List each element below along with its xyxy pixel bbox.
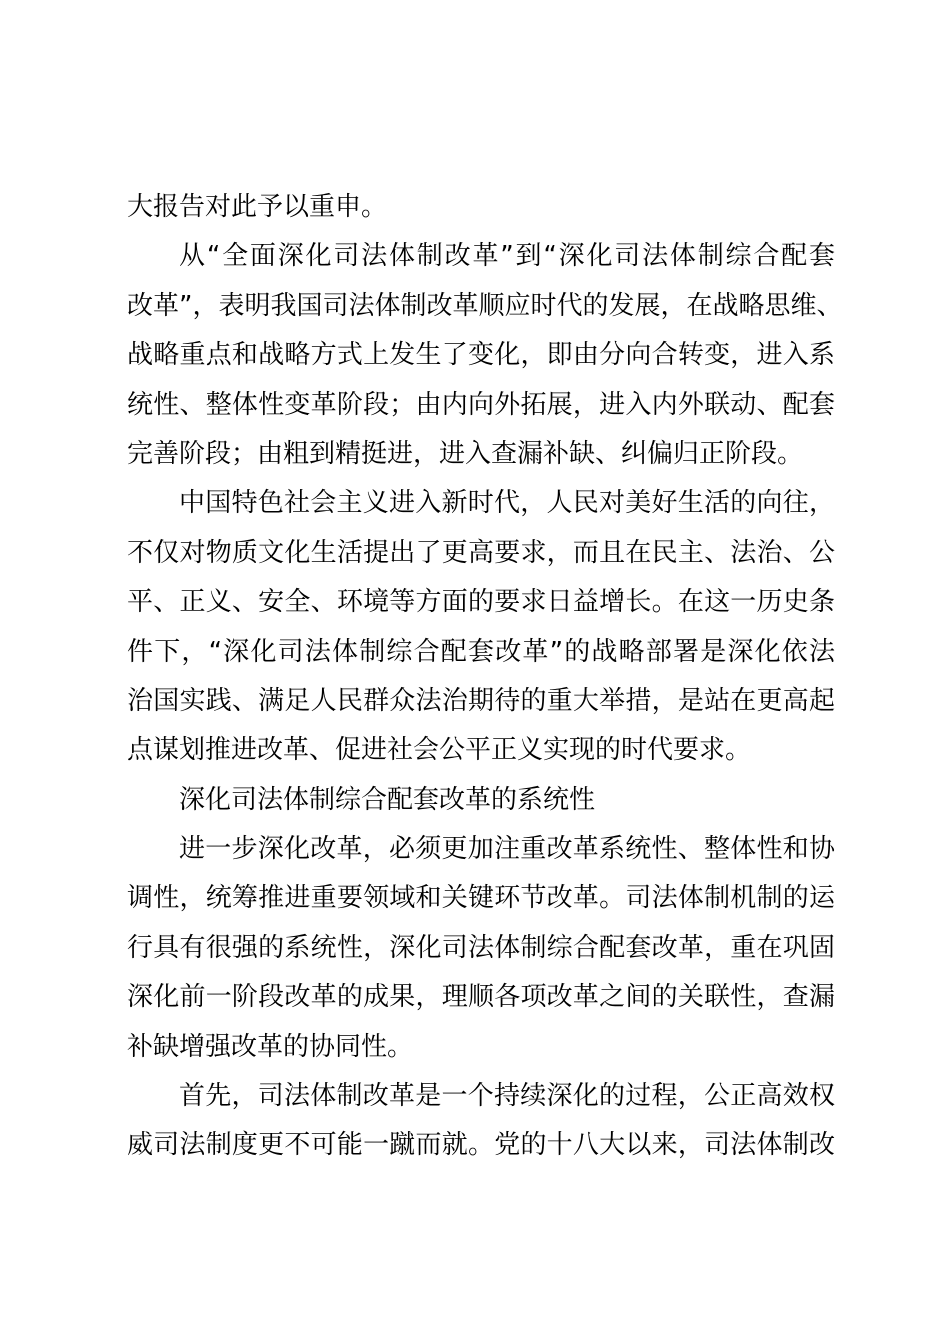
text-line: 进一步深化改革，必须更加注重改革系统性、整体性和协: [179, 834, 835, 865]
text-line: 统性、整体性变革阶段；由内向外拓展，进入内外联动、配套: [127, 389, 835, 420]
text-line: 战略重点和战略方式上发生了变化，即由分向合转变，进入系: [127, 340, 835, 371]
text-line: 行具有很强的系统性，深化司法体制综合配套改革，重在巩固: [127, 932, 835, 963]
text-line: 件下，“深化司法体制综合配套改革”的战略部署是深化依法: [127, 636, 835, 667]
text-line: 深化司法体制综合配套改革的系统性: [179, 784, 596, 815]
text-line: 威司法制度更不可能一蹴而就。党的十八大以来，司法体制改: [127, 1130, 835, 1161]
text-line: 改革”，表明我国司法体制改革顺应时代的发展，在战略思维、: [127, 290, 843, 321]
text-line: 完善阶段；由粗到精挺进，进入查漏补缺、纠偏归正阶段。: [127, 438, 804, 469]
text-line: 中国特色社会主义进入新时代，人民对美好生活的向往，: [179, 488, 835, 519]
text-line: 不仅对物质文化生活提出了更高要求，而且在民主、法治、公: [127, 537, 835, 568]
text-line: 大报告对此予以重申。: [127, 192, 388, 222]
text-line: 调性，统筹推进重要领域和关键环节改革。司法体制机制的运: [127, 883, 835, 914]
text-line: 治国实践、满足人民群众法治期待的重大举措，是站在更高起: [127, 685, 835, 716]
text-line: 点谋划推进改革、促进社会公平正义实现的时代要求。: [127, 735, 752, 766]
text-line: 深化前一阶段改革的成果，理顺各项改革之间的关联性，查漏: [127, 982, 835, 1013]
text-line: 平、正义、安全、环境等方面的要求日益增长。在这一历史条: [127, 587, 835, 618]
text-line: 补缺增强改革的协同性。: [127, 1031, 414, 1062]
text-line: 从“全面深化司法体制改革”到“深化司法体制综合配套: [179, 241, 835, 272]
text-line: 首先，司法体制改革是一个持续深化的过程，公正高效权: [179, 1081, 835, 1112]
body-text: [127, 183, 843, 1171]
